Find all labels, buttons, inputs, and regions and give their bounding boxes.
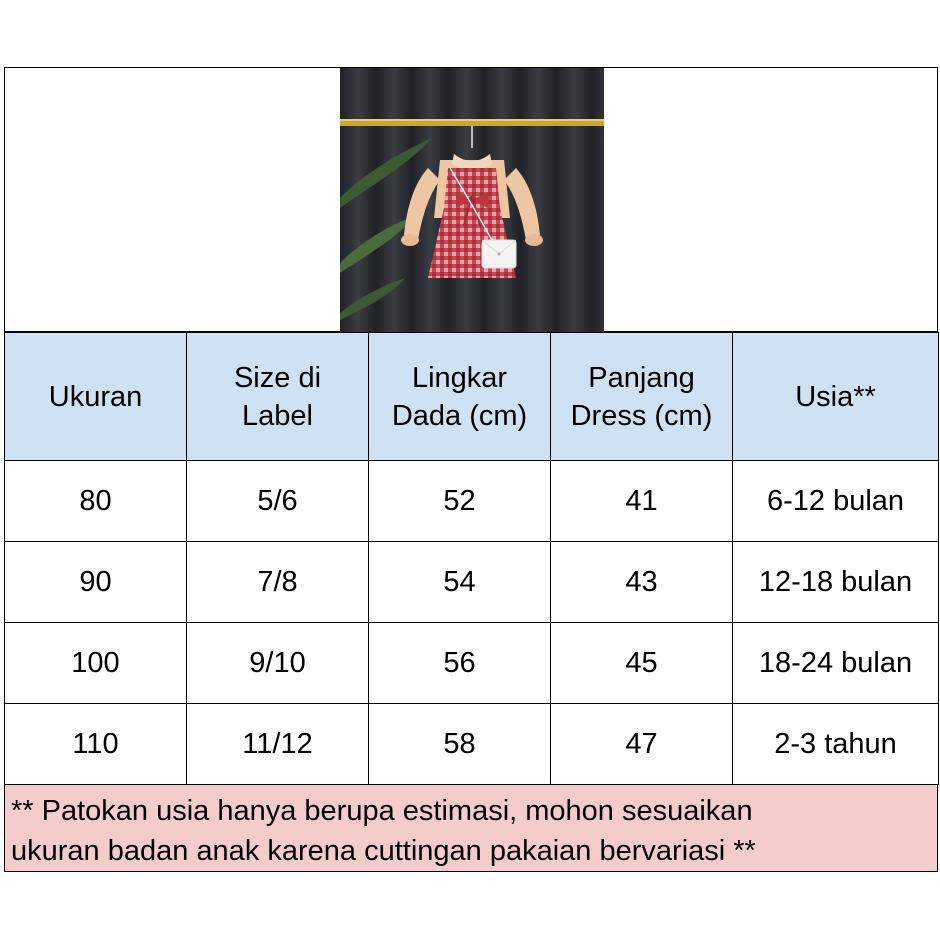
cell-lingkar-dada: 52 <box>369 461 551 542</box>
cell-usia: 6-12 bulan <box>733 461 939 542</box>
header-row <box>5 333 939 461</box>
cell-size-label: 9/10 <box>187 623 369 704</box>
cell-usia: 18-24 bulan <box>733 623 939 704</box>
cell-size-label: 5/6 <box>187 461 369 542</box>
cell-ukuran: 110 <box>5 704 187 785</box>
cell-lingkar-dada: 56 <box>369 623 551 704</box>
size-chart <box>4 67 938 872</box>
cell-ukuran: 80 <box>5 461 187 542</box>
table-row <box>5 623 939 704</box>
header-ukuran: Ukuran <box>5 333 187 461</box>
table-row <box>5 461 939 542</box>
header-usia: Usia** <box>733 333 939 461</box>
cell-ukuran: 100 <box>5 623 187 704</box>
header-panjang-dress: Panjang Dress (cm) <box>551 333 733 461</box>
header-size-label: Size di Label <box>187 333 369 461</box>
note-line-1: ** Patokan usia hanya berupa estimasi, mohon sesuaikan <box>11 795 753 827</box>
cell-lingkar-dada: 54 <box>369 542 551 623</box>
cell-panjang-dress: 45 <box>551 623 733 704</box>
cell-panjang-dress: 47 <box>551 704 733 785</box>
table-row <box>5 542 939 623</box>
table-row <box>5 704 939 785</box>
cell-usia: 2-3 tahun <box>733 704 939 785</box>
photo-row <box>4 67 938 332</box>
cell-panjang-dress: 43 <box>551 542 733 623</box>
cell-usia: 12-18 bulan <box>733 542 939 623</box>
cell-size-label: 7/8 <box>187 542 369 623</box>
cell-size-label: 11/12 <box>187 704 369 785</box>
estimate-note <box>4 784 938 872</box>
note-line-2: ukuran badan anak karena cuttingan pakaian bervariasi ** <box>11 835 756 867</box>
product-photo <box>340 68 604 332</box>
cell-panjang-dress: 41 <box>551 461 733 542</box>
size-table <box>4 332 939 785</box>
header-lingkar-dada: Lingkar Dada (cm) <box>369 333 551 461</box>
cell-ukuran: 90 <box>5 542 187 623</box>
cell-lingkar-dada: 58 <box>369 704 551 785</box>
